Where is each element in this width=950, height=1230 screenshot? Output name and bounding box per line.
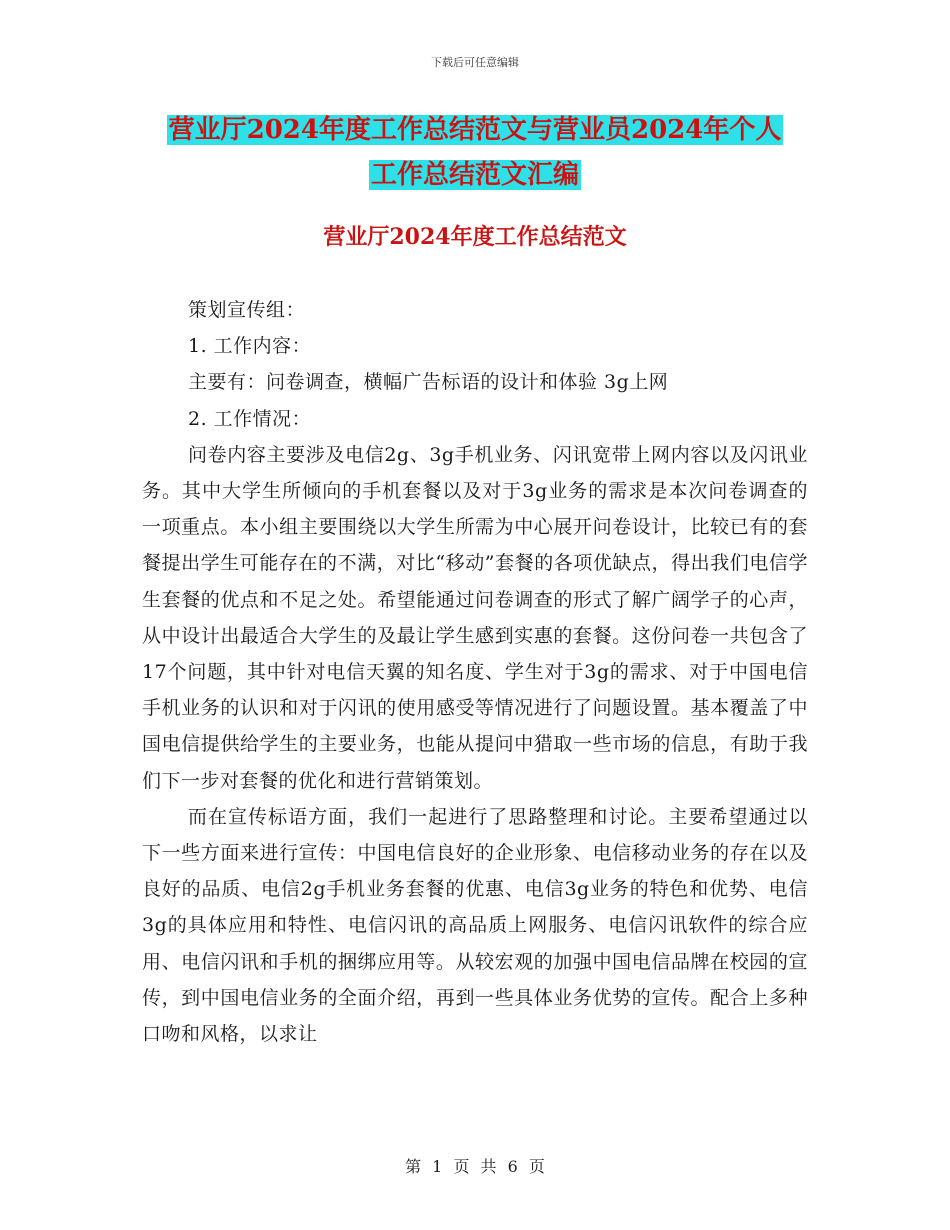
document-title xyxy=(140,108,810,198)
section-title: 营业厅2024年度工作总结范文 xyxy=(323,224,627,250)
slogan-paragraph: 而在宣传标语方面，我们一起进行了思路整理和讨论。主要希望通过以下一些方面来进行宣传：中国电信良好的企业形象、电信移动业务的存在以及良好的品质、电信2g手机业务套餐的优惠、电信3g业务的特色和优势、电信3g的具体应用和特性、电信闪讯的高品质上网服务、电信闪讯软件的综合应用、电信闪讯和手机的捆绑应用等。从较宏观的加强中国电信品牌在校园的宣传，到中国电信业务的全面介绍，再到一些具体业务优势的宣传。配合上多种口吻和风格，以求让 xyxy=(142,805,808,1046)
page-number: 第 1 页 共 6 页 xyxy=(405,1157,545,1176)
work-content-heading: 1. 工作内容： xyxy=(188,335,312,358)
group-label: 策划宣传组： xyxy=(188,299,306,321)
survey-paragraph: 问卷内容主要涉及电信2g、3g手机业务、闪讯宽带上网内容以及闪讯业务。其中大学生所倾向的手机套餐以及对于3g业务的需求是本次问卷调查的一项重点。本小组主要围绕以大学生所需为中心展开问卷设计，比较已有的套餐提出学生可能存在的不满，对比“移动”套餐的各项优缺点，得出我们电信学生套餐的优点和不足之处。希望能通过问卷调查的形式了解广阔学子的心声，从中设计出最适合大学生的及最让学生感到实惠的套餐。这份问卷一共包含了17个问题，其中针对电信天翼的知名度、学生对于3g的需求、对于中国电信手机业务的认识和对于闪讯的使用感受等情况进行了问题设置。基本覆盖了中国电信提供给学生的主要业务，也能从提问中猎取一些市场的信息，有助于我们下一步对套餐的优化和进行营销策划。 xyxy=(142,443,808,792)
work-status-heading: 2. 工作情况： xyxy=(188,407,312,430)
title-line-1: 营业厅2024年度工作总结范文与营业员2024年个人 xyxy=(168,115,782,145)
header-note: 下载后可任意编辑 xyxy=(431,56,519,69)
title-line-2: 工作总结范文汇编 xyxy=(370,160,579,190)
main-items-line: 主要有：问卷调查，横幅广告标语的设计和体验 3g上网 xyxy=(188,371,669,394)
document-body xyxy=(142,292,808,1052)
